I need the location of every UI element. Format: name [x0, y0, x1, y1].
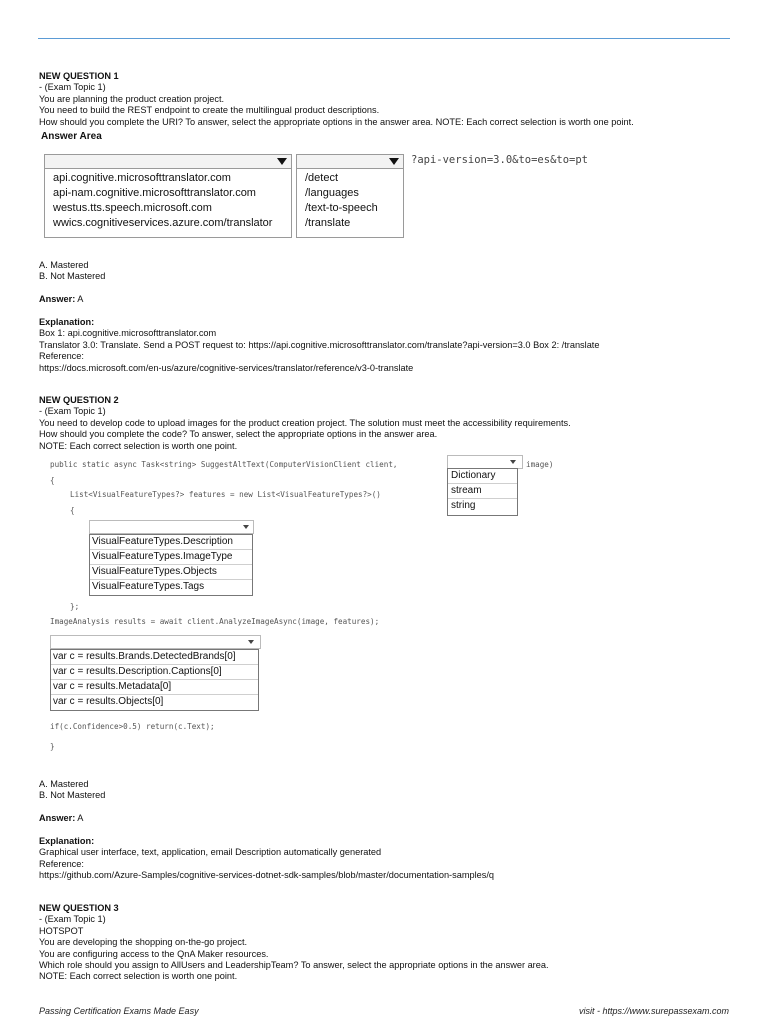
feature-option[interactable]: VisualFeatureTypes.Tags	[92, 581, 205, 592]
dropdown-header[interactable]	[297, 155, 403, 169]
code-line: {	[70, 506, 75, 515]
question-text: HOTSPOT	[39, 925, 84, 936]
chevron-down-icon[interactable]	[248, 640, 254, 644]
result-options	[50, 649, 259, 711]
answer-label: Answer:	[39, 294, 76, 305]
exam-topic: - (Exam Topic 1)	[39, 406, 106, 417]
chevron-down-icon[interactable]	[510, 460, 516, 464]
question-heading: NEW QUESTION 3	[39, 903, 119, 913]
result-option[interactable]: var c = results.Brands.DetectedBrands[0]	[51, 650, 258, 665]
type-option[interactable]: stream	[448, 484, 517, 499]
question-2	[39, 395, 739, 452]
host-option[interactable]: api-nam.cognitive.microsofttranslator.com	[53, 187, 256, 199]
path-dropdown[interactable]	[296, 154, 404, 238]
question-text: How should you complete the URI? To answer, select the appropriate options in the answer area. NOTE: Each correct selection is worth one point.	[39, 116, 634, 127]
code-line: {	[50, 476, 55, 485]
feature-option[interactable]: VisualFeatureTypes.Objects	[90, 565, 252, 580]
chevron-down-icon[interactable]	[389, 158, 399, 165]
result-option[interactable]: var c = results.Description.Captions[0]	[51, 665, 258, 680]
feature-options	[89, 534, 253, 596]
feature-option[interactable]: VisualFeatureTypes.Description	[90, 535, 252, 550]
path-option[interactable]: /languages	[305, 187, 359, 199]
host-option[interactable]: wwics.cognitiveservices.azure.com/translator	[53, 217, 273, 229]
host-option[interactable]: westus.tts.speech.microsoft.com	[53, 202, 212, 214]
answer-area-title: Answer Area	[41, 131, 102, 142]
question-heading: NEW QUESTION 2	[39, 395, 119, 405]
question-1-answer	[39, 260, 739, 374]
explanation-label: Explanation:	[39, 836, 95, 846]
explanation-label: Explanation:	[39, 317, 95, 327]
dropdown-header[interactable]	[45, 155, 291, 169]
question-text: You are developing the shopping on-the-go project.	[39, 937, 248, 948]
feature-dropdown[interactable]	[89, 520, 254, 534]
code-line: }	[50, 742, 55, 751]
result-dropdown[interactable]	[50, 635, 261, 649]
option-b[interactable]: B. Not Mastered	[39, 790, 106, 801]
answer-value: A	[75, 813, 84, 824]
chevron-down-icon[interactable]	[277, 158, 287, 165]
explanation-text: Box 1: api.cognitive.microsofttranslator.com	[39, 328, 217, 339]
feature-option[interactable]: VisualFeatureTypes.ImageType	[90, 550, 252, 565]
exam-topic: - (Exam Topic 1)	[39, 82, 106, 93]
path-option[interactable]: /detect	[305, 172, 339, 184]
code-line: public static async Task<string> SuggestAltText(ComputerVisionClient client,	[50, 460, 398, 469]
question-text: You are configuring access to the QnA Maker resources.	[39, 948, 269, 959]
exam-topic: - (Exam Topic 1)	[39, 914, 106, 925]
code-line: };	[70, 602, 80, 611]
option-a[interactable]: A. Mastered	[39, 260, 89, 270]
question-heading: NEW QUESTION 1	[39, 71, 119, 81]
type-option[interactable]: Dictionary	[448, 469, 517, 484]
footer-tagline: Passing Certification Exams Made Easy	[39, 1006, 199, 1016]
option-b[interactable]: B. Not Mastered	[39, 271, 106, 282]
uri-query: ?api-version=3.0&to=es&to=pt	[411, 154, 589, 166]
explanation-text: Reference:	[39, 858, 84, 869]
type-option[interactable]: string	[451, 500, 476, 511]
reference-link[interactable]: https://docs.microsoft.com/en-us/azure/cognitive-services/translator/reference/v3-0-translate	[39, 362, 414, 373]
type-dropdown[interactable]	[447, 455, 523, 469]
code-line: List<VisualFeatureTypes?> features = new List<VisualFeatureTypes?>()	[70, 490, 381, 499]
answer-value: A	[75, 294, 84, 305]
code-line: if(c.Confidence>0.5) return(c.Text);	[50, 722, 215, 731]
explanation-text: Graphical user interface, text, application, email Description automatically generated	[39, 847, 382, 858]
option-a[interactable]: A. Mastered	[39, 779, 89, 789]
question-text: You need to develop code to upload images for the product creation project. The solution must meet the accessibility requirements.	[39, 417, 571, 428]
host-dropdown[interactable]	[44, 154, 292, 238]
type-options	[447, 468, 518, 516]
result-option[interactable]: var c = results.Objects[0]	[53, 696, 164, 707]
explanation-text: Reference:	[39, 351, 84, 362]
host-option[interactable]: api.cognitive.microsofttranslator.com	[53, 172, 231, 184]
question-text: How should you complete the code? To answer, select the appropriate options in the answer area.	[39, 429, 438, 440]
explanation-text: Translator 3.0: Translate. Send a POST request to: https://api.cognitive.microsofttranslator.com/translate?api-version=3.0 Box 2: /translate	[39, 339, 600, 350]
question-3	[39, 903, 739, 983]
question-text: NOTE: Each correct selection is worth one point.	[39, 440, 238, 451]
chevron-down-icon[interactable]	[243, 525, 249, 529]
question-2-answer	[39, 779, 739, 882]
question-text: You need to build the REST endpoint to create the multilingual product descriptions.	[39, 105, 380, 116]
header-rule	[38, 38, 730, 39]
question-text: NOTE: Each correct selection is worth one point.	[39, 971, 238, 982]
reference-link[interactable]: https://github.com/Azure-Samples/cognitive-services-dotnet-sdk-samples/blob/master/documentation-samples/q	[39, 870, 494, 881]
code-line: image)	[526, 460, 554, 469]
result-option[interactable]: var c = results.Metadata[0]	[51, 680, 258, 695]
question-1	[39, 71, 739, 128]
question-text: Which role should you assign to AllUsers and LeadershipTeam? To answer, select the appropriate options in the answer area.	[39, 960, 549, 971]
path-option[interactable]: /text-to-speech	[305, 202, 378, 214]
code-line: ImageAnalysis results = await client.AnalyzeImageAsync(image, features);	[50, 617, 380, 626]
answer-label: Answer:	[39, 813, 76, 824]
path-option[interactable]: /translate	[305, 217, 351, 229]
question-text: You are planning the product creation project.	[39, 93, 225, 104]
footer-link[interactable]: visit - https://www.surepassexam.com	[578, 1006, 729, 1016]
